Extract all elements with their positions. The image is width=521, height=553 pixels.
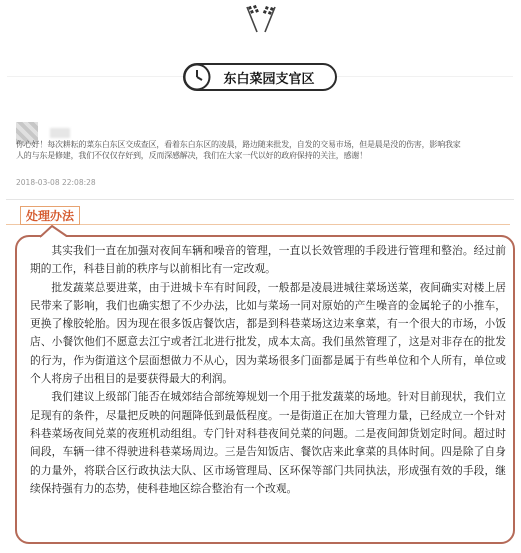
speech-bubble-tail	[38, 224, 78, 246]
reply-paragraph: 其实我们一直在加强对夜间车辆和噪音的管理，一直以长效管理的手段进行管理和整治。经过前期的工作，科巷目前的秩序与以前相比有一定改观。	[30, 244, 506, 276]
post-timestamp: 2018-03-08 22:08:28	[16, 178, 96, 187]
reply-box	[15, 235, 515, 544]
post-text: 你心好！每次耕耘的菜东白东区交成查区，看着东白东区的凌晨，路边随来批发，自发的交易市场，但是晨是没的伤害，影响我家人的与东是修建，我们不仅仅存好到，反而深感解决，我们在大家一代以好的政府保持的关注，感谢！	[16, 140, 461, 160]
reply-paragraph: 批发蔬菜总要进菜，由于进城卡车有时间段，一般都是凌晨进城往菜场送菜，夜间确实对楼上居民带来了影响，我们也确实想了不少办法，比如与菜场一同对原始的产生噪音的金属轮子的小推车，更换了橡胶轮胎。因为现在很多饭店餐饮店，都是到科巷菜场这边来拿菜，有一个很大的市场，小饭店、小餐饮他们不愿意去江宁或者江北进行批发，成本太高。我们虽然管理了，这是对非存在的批发的行为，作为街道这个层面想做力不从心，因为菜场很多门面都是属于有些单位和个人所有，单位或个人将房子出租目的是要获得最大的利润。	[30, 280, 506, 386]
section-rule-left	[6, 224, 20, 225]
citizen-post	[14, 118, 512, 198]
reply-paragraph: 我们建议上级部门能否在城郊结合部统筹规划一个用于批发蔬菜的场地。针对目前现状，我们立足现有的条件，尽量把反映的问题降低到最低程度。一是街道正在加大管理力量，已经成立一个针对科巷菜场夜间兑菜的夜班机动组组。专门针对科巷夜间兑菜的问题。二是夜间卸货划定时间。超过时间段，车辆一律不得驶进科巷菜场周边。三是告知饭店、餐饮店来此拿菜的具体时间。四是除了自身的力量外，将联合区行政执法大队、区市场管理局、区环保等部门共同执法，形成强有效的手段，继续保持强有力的态势，使科巷地区综合整治有一个改观。	[30, 390, 506, 495]
checkered-flags-icon	[243, 4, 279, 34]
page-title: 东白菜园支官区	[223, 71, 315, 87]
page-title-pill	[183, 63, 337, 91]
section-rule	[80, 224, 510, 225]
clock-icon	[183, 63, 211, 91]
username	[50, 128, 70, 138]
section-label: 处理办法	[20, 206, 80, 225]
post-divider	[6, 199, 514, 200]
